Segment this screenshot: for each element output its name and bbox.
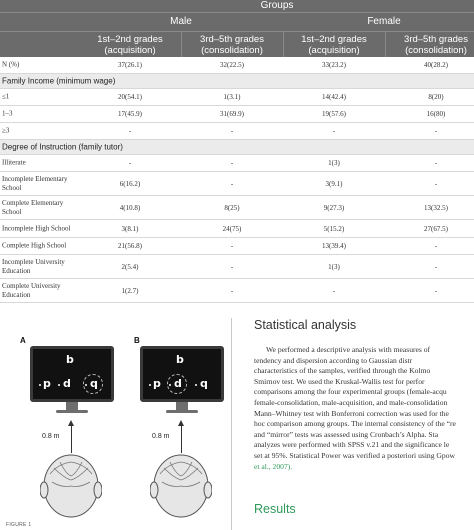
groups-label: Groups xyxy=(260,0,294,11)
table-cell: 17(45.9) xyxy=(118,110,142,118)
panel-b-label: B xyxy=(134,336,140,345)
row-label: ≥3 xyxy=(2,126,10,135)
table-cell: 19(57.6) xyxy=(322,110,346,118)
distance-label: 0.8 m xyxy=(152,433,170,440)
sex-header-row xyxy=(0,12,474,31)
monitor-base xyxy=(166,410,198,413)
stimulus-p: p xyxy=(43,377,51,390)
table-cell: 2(5.4) xyxy=(121,262,139,271)
table-cell: - xyxy=(434,159,438,167)
stimulus-b: b xyxy=(176,353,184,366)
stimulus-p: p xyxy=(153,377,161,390)
section-header xyxy=(0,140,474,155)
head-icon xyxy=(40,450,102,520)
row-label: N (%) xyxy=(2,60,20,69)
table-cell: 31(69.9) xyxy=(220,110,244,118)
text-line: set at 95%. Statistical Power was verified a posteriori using Gpow xyxy=(254,450,455,460)
fixation-dot xyxy=(195,384,197,386)
text-line: hoc comparison among groups. The internal consistency of the “re xyxy=(254,419,456,429)
table-cell: 13(39.4) xyxy=(322,242,346,250)
table-cell: 33(23.2) xyxy=(322,61,346,69)
table-cell: 4(10.8) xyxy=(119,203,141,212)
stimulus-b: b xyxy=(66,353,74,366)
grade-header-row xyxy=(0,31,474,57)
figure-1 xyxy=(0,318,236,530)
stimulus-q: q xyxy=(90,377,98,390)
table-cell: - xyxy=(230,179,234,188)
table-cell: - xyxy=(434,242,438,250)
table-row xyxy=(0,89,474,106)
row-label: Complete Elementary School xyxy=(2,198,64,216)
monitor-base xyxy=(56,410,88,413)
head-icon xyxy=(150,450,212,520)
table-cell: 3(9.1) xyxy=(325,179,343,188)
text-line: characteristics of the samples, verified through the Kolmo xyxy=(254,366,431,376)
table-row xyxy=(0,155,474,172)
table-cell: 16(80) xyxy=(426,110,446,118)
text-line: female-consolidation, male-acquisition, and male-consolidation xyxy=(254,397,448,407)
table-row xyxy=(0,172,474,196)
section-header xyxy=(0,74,474,89)
table-row xyxy=(0,123,474,140)
table-cell: 20(54.1) xyxy=(118,93,142,101)
text-line: We performed a descriptive analysis with measures of xyxy=(266,345,431,354)
monitor-b xyxy=(140,346,224,402)
grade-header: 1st–2nd grades (acquisition) xyxy=(97,34,163,56)
table-cell: - xyxy=(434,262,438,271)
table-cell: 32(22.5) xyxy=(220,61,244,69)
table-cell: 6(16.2) xyxy=(119,179,141,188)
text-line: Smirnov test. We used the Kruskal-Wallis test for perfor xyxy=(254,376,425,386)
table-cell: - xyxy=(128,159,132,167)
distance-label: 0.8 m xyxy=(42,433,60,440)
section-title: Degree of Instruction (family tutor) xyxy=(2,142,123,152)
table-cell: - xyxy=(230,262,234,271)
fixation-dot xyxy=(58,384,60,386)
table-cell: 1(3) xyxy=(328,159,340,167)
stimulus-q: q xyxy=(200,377,208,390)
row-label: 1–3 xyxy=(2,109,13,118)
table-cell: 8(25) xyxy=(224,203,240,212)
grade-header: 1st–2nd grades (acquisition) xyxy=(301,34,367,56)
text-line: Mann–Whitney test with Bonferroni correction was used for the xyxy=(254,408,449,418)
table-cell: 37(26.1) xyxy=(118,61,142,69)
table-cell: 13(32.5) xyxy=(424,203,448,212)
table-row xyxy=(0,255,474,279)
row-label: Incomplete University Education xyxy=(2,257,65,275)
table-cell: 1(2.7) xyxy=(121,286,139,295)
table-cell: - xyxy=(230,242,234,250)
table-row xyxy=(0,196,474,220)
text-line: comparisons among the four experimental groups (female-acqu xyxy=(254,387,447,397)
table-cell: 9(27.3) xyxy=(323,203,345,212)
text-line: and “mirror” tests was assessed using Cronbach’s Alpha. Sta xyxy=(254,429,439,439)
table-cell: 5(15.2) xyxy=(323,224,345,233)
text-line: tendency and dispersion according to Gaussian distr xyxy=(254,355,413,365)
table-row xyxy=(0,279,474,303)
fixation-dot xyxy=(85,384,87,386)
table-row xyxy=(0,238,474,255)
table-row xyxy=(0,57,474,74)
table-cell: - xyxy=(230,159,234,167)
panel-a-label: A xyxy=(20,336,26,345)
table-cell: - xyxy=(128,127,132,135)
table-cell: 24(75) xyxy=(222,224,242,233)
section-heading: Statistical analysis xyxy=(254,318,357,332)
table-cell: 3(8.1) xyxy=(121,224,139,233)
table-row xyxy=(0,106,474,123)
monitor-a xyxy=(30,346,114,402)
table-cell: 21(56.8) xyxy=(118,242,142,250)
male-label: Male xyxy=(170,16,192,27)
table-cell: - xyxy=(434,286,438,295)
table-cell: - xyxy=(230,127,234,135)
table-cell: - xyxy=(434,127,438,135)
row-label: Incomplete Elementary School xyxy=(2,174,68,192)
grade-header: 3rd–5th grades (consolidation) xyxy=(200,34,264,56)
table-cell: 1(3) xyxy=(328,262,340,271)
figure-caption: FIGURE 1 xyxy=(6,522,32,528)
citation-link[interactable]: et al., 2007). xyxy=(254,461,293,471)
row-label: Illiterate xyxy=(2,158,26,167)
fixation-dot xyxy=(169,384,171,386)
stimulus-d: d xyxy=(174,377,182,390)
table-cell: - xyxy=(230,286,234,295)
table-cell: - xyxy=(434,179,438,188)
row-label: ≤1 xyxy=(2,92,10,101)
table-cell: - xyxy=(332,286,336,295)
stimulus-d: d xyxy=(63,377,71,390)
paragraph xyxy=(254,345,474,472)
grade-header: 3rd–5th grades (consolidation) xyxy=(404,34,468,56)
section-title: Family Income (minimum wage) xyxy=(2,76,116,86)
fixation-dot xyxy=(149,384,151,386)
table-cell: 27(67.5) xyxy=(424,224,448,233)
table-cell: 1(3.1) xyxy=(223,93,241,101)
table-cell: 8(20) xyxy=(428,93,444,101)
female-label: Female xyxy=(367,16,401,27)
row-label: Complete High School xyxy=(2,241,67,250)
results-heading: Results xyxy=(254,502,296,516)
table-row xyxy=(0,220,474,238)
distance-arrow xyxy=(71,425,72,453)
fixation-dot xyxy=(39,384,41,386)
table-cell: - xyxy=(332,127,336,135)
row-label: Complete University Education xyxy=(2,281,61,299)
table-cell: 14(42.4) xyxy=(322,93,346,101)
table-cell: 40(28.2) xyxy=(424,61,448,69)
text-line: analyzes were performed with SPSS v.21 and the significance le xyxy=(254,440,450,450)
row-label: Incomplete High School xyxy=(2,224,71,232)
groups-header-row xyxy=(0,0,474,12)
distance-arrow xyxy=(181,425,182,453)
